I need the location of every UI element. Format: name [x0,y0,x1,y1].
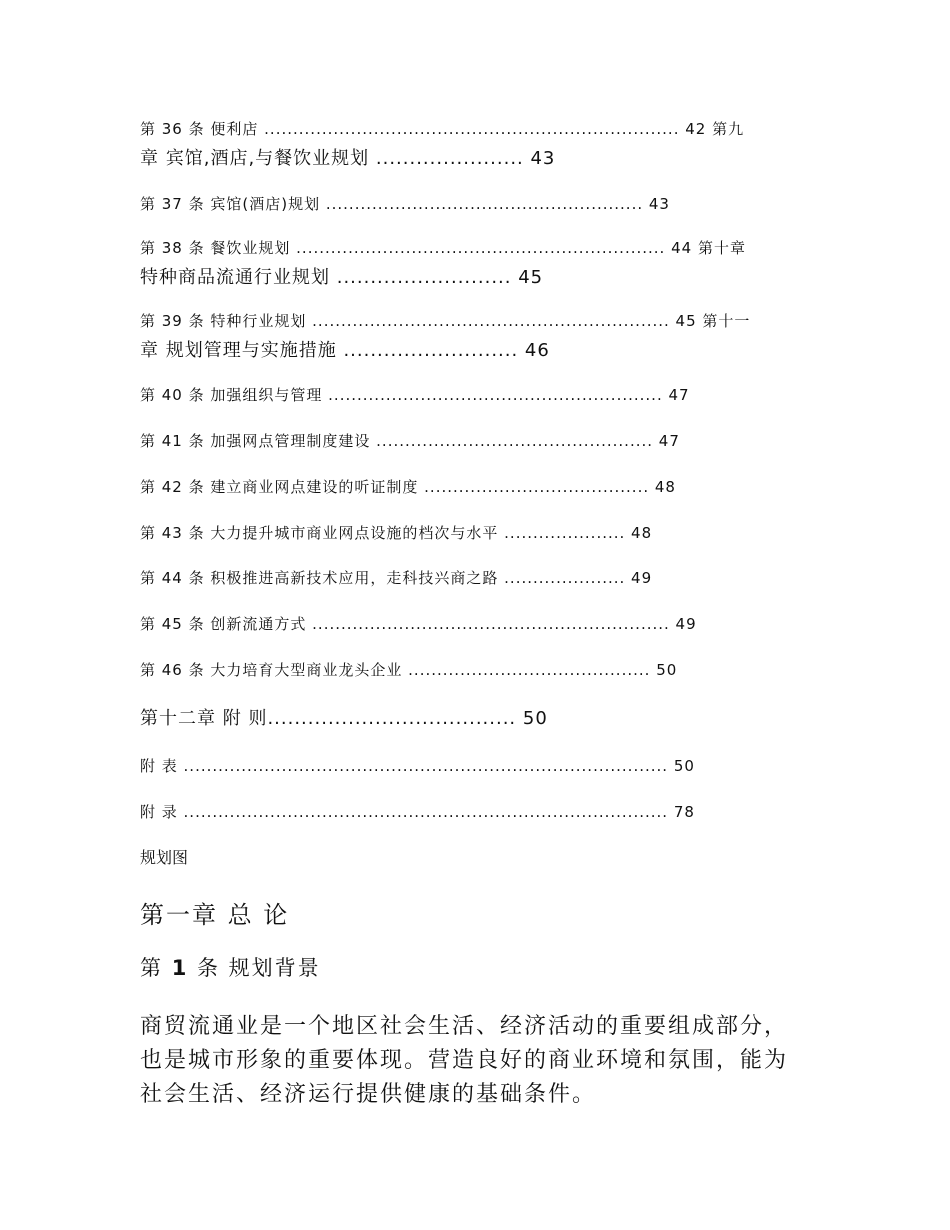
toc-entry-42[interactable]: 第 42 条 建立商业网点建设的听证制度 ....................................... 48 [140,478,676,496]
toc-entry-45[interactable]: 第 45 条 创新流通方式 .............................................................. 49 [140,615,697,633]
body-paragraph-line-3: 社会生活、经济运行提供健康的基础条件。 [140,1082,597,1107]
toc-entry-36[interactable]: 第 36 条 便利店 ........................................................................ 42 第九 [140,120,745,138]
toc-entry-38[interactable]: 第 38 条 餐饮业规划 ................................................................ 44 第十章 [140,239,746,257]
section-number: 1 [171,956,189,980]
toc-entry-planning-map[interactable]: 规划图 [140,848,189,867]
body-paragraph-line-2: 也是城市形象的重要体现。营造良好的商业环境和氛围，能为 [140,1048,789,1073]
toc-entry-appendix-table[interactable]: 附 表 .................................................................................... 50 [140,757,695,775]
section-title [140,952,321,982]
toc-entry-chapter-9[interactable]: 章 宾馆,酒店,与餐饮业规划 ...................... 43 [140,148,556,169]
section-prefix: 第 [140,956,172,980]
section-rest: 条 规划背景 [188,956,321,980]
toc-entry-39[interactable]: 第 39 条 特种行业规划 .............................................................. 45 第十一 [140,312,751,330]
document-page [140,0,820,1230]
toc-entry-46[interactable]: 第 46 条 大力培育大型商业龙头企业 .......................................... 50 [140,661,678,679]
toc-entry-chapter-10[interactable]: 特种商品流通行业规划 .......................... 45 [140,267,544,288]
toc-entry-chapter-12[interactable]: 第十二章 附 则..................................... 50 [140,708,548,729]
body-paragraph-line-1: 商贸流通业是一个地区社会生活、经济活动的重要组成部分， [140,1014,789,1039]
toc-entry-41[interactable]: 第 41 条 加强网点管理制度建设 ................................................ 47 [140,432,680,450]
chapter-title: 第一章 总 论 [140,901,290,929]
toc-entry-37[interactable]: 第 37 条 宾馆(酒店)规划 ....................................................... 43 [140,195,670,213]
toc-entry-43[interactable]: 第 43 条 大力提升城市商业网点设施的档次与水平 ..................... 48 [140,524,653,542]
toc-entry-chapter-11[interactable]: 章 规划管理与实施措施 .......................... 46 [140,340,550,361]
toc-entry-44[interactable]: 第 44 条 积极推进高新技术应用，走科技兴商之路 ..................... 49 [140,569,653,587]
toc-entry-appendix[interactable]: 附 录 .................................................................................... 78 [140,803,695,821]
toc-entry-40[interactable]: 第 40 条 加强组织与管理 .......................................................... 47 [140,386,690,404]
